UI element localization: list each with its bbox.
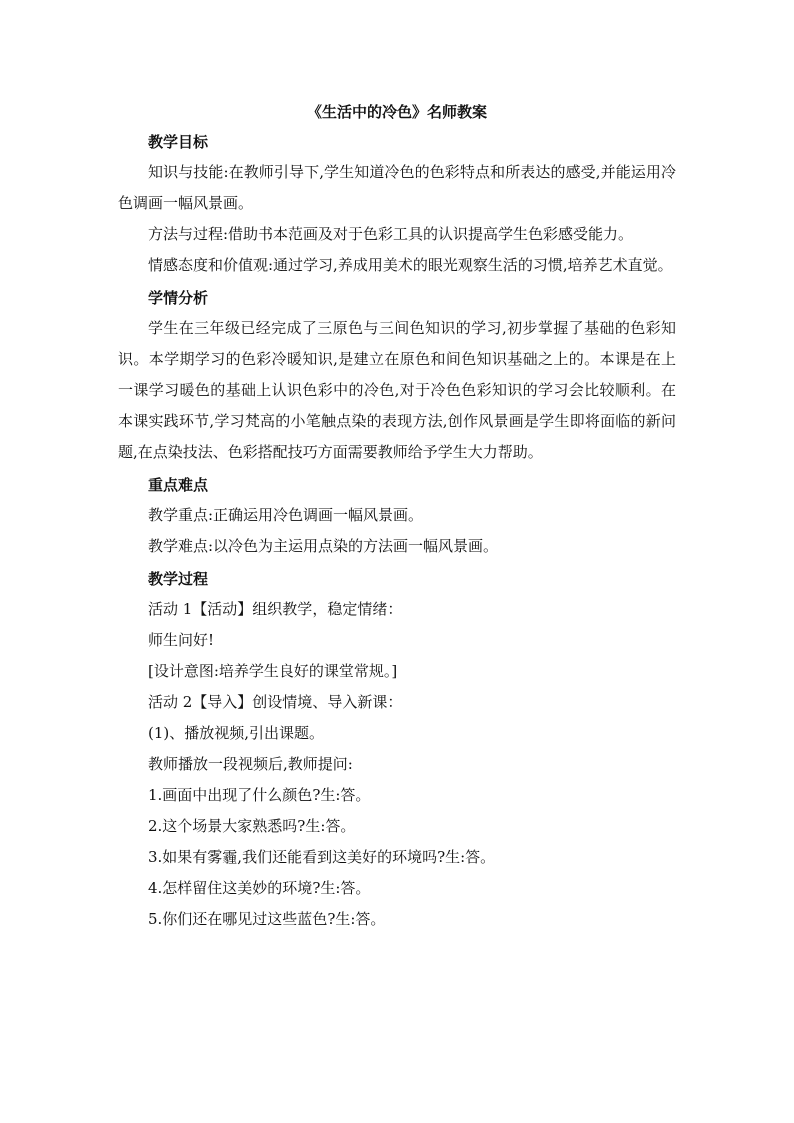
paragraph-key-point: 教学重点:正确运用冷色调画一幅风景画。 (148, 506, 424, 524)
process-line-play-video: (1)、播放视频,引出课题。 (148, 724, 325, 742)
document-title: 《生活中的冷色》名师教案 (306, 103, 487, 121)
section-heading-key-points: 重点难点 (148, 476, 209, 494)
process-line-teacher-asks: 教师播放一段视频后,教师提问: (148, 755, 353, 773)
process-line-question-4: 4.怎样留住这美妙的环境?生:答。 (148, 879, 371, 897)
process-line-activity-2: 活动 2【导入】创设情境、导入新课： (148, 693, 403, 711)
process-line-question-2: 2.这个场景大家熟悉吗?生:答。 (148, 817, 356, 835)
process-line-design-intent: [设计意图:培养学生良好的课堂常规。] (148, 662, 398, 680)
process-line-question-3: 3.如果有雾霾,我们还能看到这美好的环境吗?生:答。 (148, 848, 496, 866)
process-line-question-1: 1.画面中出现了什么颜色?生:答。 (148, 786, 371, 804)
process-line-activity-1: 活动 1【活动】组织教学，稳定情绪： (148, 600, 403, 618)
section-heading-objectives: 教学目标 (148, 133, 209, 151)
paragraph-difficult-point: 教学难点:以冷色为主运用点染的方法画一幅风景画。 (148, 537, 499, 555)
paragraph-student-analysis: 学生在三年级已经完成了三原色与三间色知识的学习,初步掌握了基础的色彩知识。本学期学习的色彩冷暖知识,是建立在原色和间色知识基础之上的。本课是在上一课学习暖色的基础上认识色彩中的冷色,对于冷色色彩知识的学习会比较顺利。在本课实践环节,学习梵高的小笔触点染的表现方法,创作风景画是学生即将面临的新问题,在点染技法、色彩搭配技巧方面需要教师给予学生大力帮助。 (118, 319, 676, 461)
paragraph-emotion-values: 情感态度和价值观:通过学习,养成用美术的眼光观察生活的习惯,培养艺术直觉。 (148, 256, 673, 274)
paragraph-knowledge-skills: 知识与技能:在教师引导下,学生知道冷色的色彩特点和所表达的感受,并能运用冷色调画一幅风景画。 (118, 163, 676, 212)
document-content (118, 100, 676, 935)
paragraph-method-process: 方法与过程:借助书本范画及对于色彩工具的认识提高学生色彩感受能力。 (148, 225, 634, 243)
process-line-greeting: 师生问好! (148, 631, 215, 649)
process-line-question-5: 5.你们还在哪见过这些蓝色?生:答。 (148, 910, 386, 928)
section-heading-process: 教学过程 (148, 570, 209, 588)
section-heading-analysis: 学情分析 (148, 289, 209, 307)
